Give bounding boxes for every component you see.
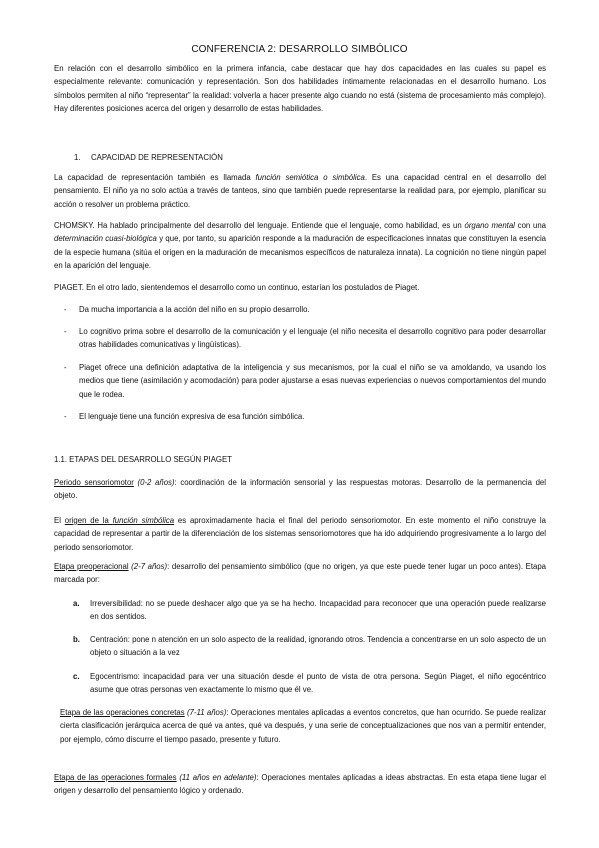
text-run: con una bbox=[514, 221, 546, 230]
text-run: : Operaciones mentales aplicadas a eventos concretos, que han ocurrido. Se puede realizar cierta clasificación jerárquica acerca de qué va antes, qué va después, y una serie de conceptualizaciones que nos van a permitir entender, por ejemplo, cómo discurre el tiempo pasado, presente y futuro. bbox=[60, 708, 546, 744]
text-run: La capacidad de representación también es llamada bbox=[54, 173, 256, 182]
section-heading-etapas: 1.1. ETAPAS DEL DESARROLLO SEGÚN PIAGET bbox=[54, 455, 232, 464]
sensoriomotor-paragraph bbox=[54, 476, 546, 503]
section-number: 1. bbox=[74, 153, 81, 162]
preoperacional-paragraph bbox=[54, 560, 546, 587]
emphasis-text: determinación cuasi-biológica bbox=[54, 234, 157, 244]
list-item-text: Da mucha importancia a la acción del niño en su propio desarrollo. bbox=[79, 305, 310, 314]
stage-age: (11 años en adelante) bbox=[179, 773, 257, 782]
section-title: CAPACIDAD DE REPRESENTACIÓN bbox=[91, 153, 223, 162]
emphasis-text: órgano mental bbox=[464, 221, 515, 230]
list-item-text: Lo cognitivo prima sobre el desarrollo de la comunicación y el lenguaje (el niño necesita el desarrollo cognitivo para poder desarrollar otras habilidades comunicativas y lingüísticas). bbox=[79, 327, 546, 350]
text-run: y que, por tanto, su aparición responde a la maduración de especificaciones innatas que constituyen la esencia de la especie humana (sitúa el origen en la maduración de mecanismos específicos de naturaleza innata). La cognición no tiene ningún papel en la aparición del lenguaje. bbox=[54, 234, 547, 271]
document-title: CONFERENCIA 2: DESARROLLO SIMBÓLICO bbox=[191, 44, 408, 55]
stage-label: Etapa de las operaciones concretas bbox=[60, 708, 185, 717]
emphasis-text: función simbólica bbox=[112, 516, 175, 525]
chomsky-paragraph bbox=[54, 219, 546, 273]
text-run: es aproximadamente hacia el final del periodo sensoriomotor. En este momento el niño construye la capacidad de representar a partir de la diferenciación de los sistemas sensoriomotores que ha ido adquiriendo progresivamente a lo largo del periodo sensoriomotor. bbox=[54, 516, 546, 552]
stage-age: (2-7 años) bbox=[131, 562, 168, 571]
text-run: . Es una capacidad central en el desarrollo del pensamiento. El niño ya no solo actúa a través de tanteos, sino que también puede representarse la realidad para, por ejemplo, planificar su acción o resolver un problema práctico. bbox=[54, 173, 547, 209]
list-item-text: El lenguaje tiene una función expresiva de esa función simbólica. bbox=[79, 412, 305, 421]
stage-age: (7-11 años) bbox=[186, 708, 227, 717]
bullet-mark: - bbox=[64, 412, 67, 421]
stage-label: Periodo sensoriomotor bbox=[54, 478, 134, 487]
text-run: : desarrollo del pensamiento simbólico (que no origen, ya que este puede tener lugar un poco antes). Etapa marcada por: bbox=[54, 562, 546, 585]
list-item-text: Irreversibilidad: no se puede deshacer algo que ya se ha hecho. Incapacidad para reconocer que una operación puede realizarse en dos sentidos. bbox=[90, 599, 546, 622]
emphasis-text: función semiótica o simbólica bbox=[255, 173, 365, 182]
concretas-paragraph bbox=[60, 706, 546, 746]
list-item-text: Piaget ofrece una definición adaptativa de la inteligencia y sus mecanismos, por la cual el niño se va amoldando, va usando los medios que tiene (asimilación y acomodación) para poder ajustarse a esas nuevas experiencias o nuevos comportamientos del mundo que le rodea. bbox=[79, 363, 546, 399]
text-run: : coordinación de la información sensorial y las respuestas motoras. Desarrollo de la permanencia del objeto. bbox=[54, 478, 546, 501]
list-item-text: Centración: pone n atención en un solo aspecto de la realidad, ignorando otros. Tendencia a concentrarse en un solo aspecto de un objeto o situación a la vez bbox=[90, 635, 546, 658]
bullet-mark: - bbox=[64, 363, 67, 372]
stage-label: Etapa de las operaciones formales bbox=[54, 773, 177, 782]
formales-paragraph bbox=[54, 771, 546, 798]
list-letter: b. bbox=[73, 635, 80, 644]
origen-paragraph bbox=[54, 514, 546, 554]
piaget-paragraph: PIAGET. En el otro lado, sientendemos el desarrollo como un continuo, estarían los postulados de Piaget. bbox=[54, 283, 420, 292]
text-run: : Operaciones mentales aplicadas a ideas abstractas. En esta etapa tiene lugar el origen y desarrollo del pensamiento lógico y ordenado. bbox=[54, 773, 547, 796]
underlined-text: origen de la bbox=[64, 516, 113, 525]
stage-age: (0-2 años) bbox=[137, 478, 175, 487]
list-item-text: Egocentrismo: incapacidad para ver una situación desde el punto de vista de otra persona. Según Piaget, el niño egocéntrico asume que otras personas ven exactamente lo mismo que él ve. bbox=[90, 672, 546, 695]
section-heading-representacion bbox=[74, 153, 223, 162]
list-letter: a. bbox=[73, 599, 80, 608]
text-run: CHOMSKY. Ha hablado principalmente del desarrollo del lenguaje. Entiende que el lenguaje, como habilidad, es un bbox=[54, 221, 465, 230]
list-letter: c. bbox=[73, 672, 80, 681]
representacion-paragraph bbox=[54, 171, 546, 211]
stage-label: Etapa preoperacional bbox=[54, 562, 129, 571]
text-run: El bbox=[54, 516, 65, 525]
intro-paragraph: En relación con el desarrollo simbólico en la primera infancia, cabe destacar que hay dos capacidades en las cuales su papel es especialmente relevante: comunicación y representación. Son dos habilidades íntimamente relacionadas en el desarrollo humano. Los símbolos permiten al niño “representar” la realidad: volverla a hacer presente algo cuando no está (sistema de procesamiento más complejo). Hay diferentes posiciones acerca del origen y desarrollo de estas habilidades. bbox=[54, 64, 546, 114]
bullet-mark: - bbox=[64, 305, 67, 314]
bullet-mark: - bbox=[64, 327, 67, 336]
